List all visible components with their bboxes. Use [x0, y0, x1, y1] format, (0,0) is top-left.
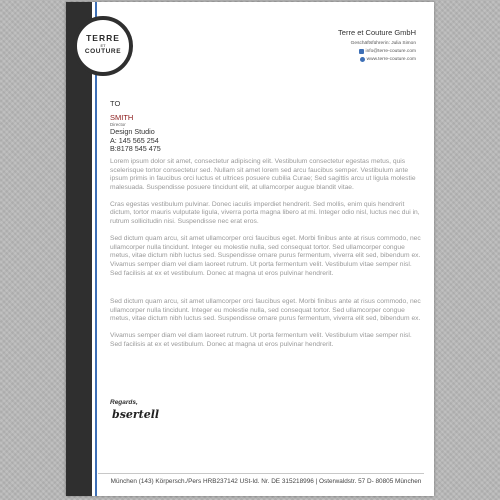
company-website: www.terre-couture.com [366, 57, 416, 62]
body-paragraph: Sed dictum quam arcu, sit amet ullamcorper orci faucibus eget. Morbi finibus ante at risus commodo, nec ullamcorper nulla tincidunt. Integer eu molestie nulla, sed consequat tortor. Sed ullamcorper congue metus, vitae dictum nibh luctus sed. Suspendisse ornare purus fermentum, viverra elit sed, bibendum ex. [110, 298, 421, 323]
company-logo [73, 16, 133, 76]
logo-text-top: TERRE [86, 33, 120, 43]
globe-icon [360, 57, 365, 62]
body-paragraph: Sed dictum quam arcu, sit amet ullamcorper orci faucibus eget. Morbi finibus ante at risus commodo, nec ullamcorper nulla tincidunt. Integer eu molestie nulla, sed consequat tortor. Sed ullamcorper congue metus, vitae dictum nibh luctus sed. Suspendisse ornare purus fermentum, viverra elit sed, bibendum ex. Vivamus semper diam vel diam laoreet rutrum. Ut porta fermentum velit. Vestibulum vitae semper nisl. Sed facilisis at ex et vestibulum. Donec at magna ut eros pulvinar hendrerit. [110, 235, 421, 277]
logo-text-middle: ET [100, 43, 106, 48]
company-ceo: Geschäftsführerin: Julia Simon [350, 41, 416, 46]
recipient-block [110, 114, 161, 154]
recipient-company: Design Studio [110, 127, 155, 136]
company-email: info@terre-couture.com [365, 49, 416, 54]
company-website-row [338, 57, 416, 62]
logo-text-bottom: COUTURE [84, 48, 122, 55]
body-paragraph: Lorem ipsum dolor sit amet, consectetur adipiscing elit. Vestibulum consectetur egestas metus, quis scelerisque tortor consectetur sed. Nullam sit amet lorem sed arcu faucibus semper. Vestibulum ante ipsum primis in faucibus orci luctus et ultrices posuere cubilia Curae; Sed sagittis arcu ut ligula molestie malesuada. Suspendisse posuere tincidunt elit, at ullamcorper augue blandit vitae. [110, 158, 416, 191]
company-name: Terre et Couture GmbH [338, 28, 416, 37]
letterhead-header [338, 28, 416, 62]
envelope-icon [359, 49, 364, 54]
signature: bsertell [112, 408, 160, 421]
company-email-row [338, 49, 416, 54]
closing-regards: Regards, [110, 399, 138, 406]
footer-divider [98, 473, 424, 474]
footer-text: München (143) Körpersch./Pers HRB237142 USt-Id. Nr. DE 315218996 | Osterwaldstr. 57 D- 80805 München [110, 478, 422, 485]
letter-body [110, 158, 422, 358]
left-dark-bar [66, 2, 92, 496]
left-blue-stripe [95, 2, 97, 496]
body-paragraph: Cras egestas vestibulum pulvinar. Donec iaculis imperdiet hendrerit. Sed mollis, enim quis hendrerit dictum, tortor mauris vulputate ligula, viverra porta magna libero at mi. Integer odio nisl, luctus nec dui in, rutrum sollicitudin nisi. Suspendisse nec erat eros. [110, 200, 420, 226]
to-label: TO [110, 99, 121, 108]
letterhead-page [66, 2, 434, 496]
body-paragraph: Vivamus semper diam vel diam laoreet rutrum. Ut porta fermentum velit. Vestibulum vitae semper nisl. Sed facilisis at ex et vestibulum. Donec at magna ut eros pulvinar hendrerit. [110, 332, 412, 348]
recipient-phone-a: A: 145 565 254 [110, 135, 159, 145]
recipient-phone-b: B:8178 545 475 [110, 144, 161, 153]
recipient-title: Director [110, 122, 126, 127]
recipient-name: SMITH [110, 113, 134, 122]
